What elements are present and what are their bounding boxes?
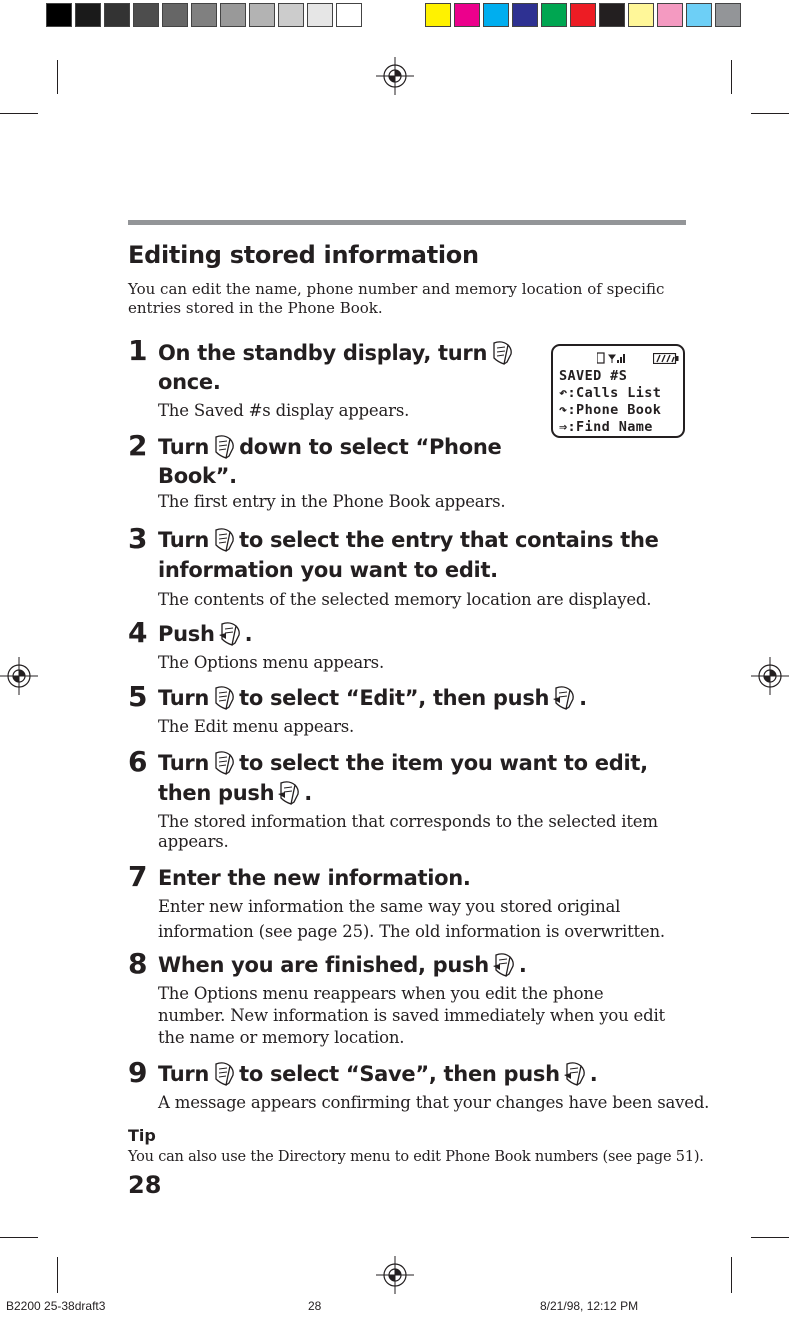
color-swatch: [628, 3, 654, 27]
step-description: Enter new information the same way you stored original: [158, 897, 621, 916]
tip-text: You can also use the Directory menu to edit Phone Book numbers (see page 51).: [128, 1149, 704, 1165]
gray-swatch: [307, 3, 333, 27]
step-instruction: Turn to select the entry that contains the: [158, 528, 659, 552]
color-swatch: [599, 3, 625, 27]
gray-swatch: [75, 3, 101, 27]
footer-page: 28: [308, 1299, 322, 1313]
page-number: 28: [128, 1171, 162, 1199]
step-instruction: Turn down to select “Phone: [158, 435, 502, 459]
gray-swatch: [278, 3, 304, 27]
display-option-calls-list: :Calls List: [567, 385, 662, 401]
jog-dial-turn-icon: [213, 1061, 235, 1087]
gray-swatch: [249, 3, 275, 27]
footer-file-name: B2200 25-38draft3: [6, 1299, 106, 1313]
step-instruction: Push .: [158, 622, 253, 646]
step-number: 3: [128, 522, 148, 555]
step-number: 5: [128, 680, 148, 713]
jog-dial-turn-icon: [213, 434, 235, 460]
crop-mark: [751, 113, 789, 114]
display-title: SAVED #S: [559, 368, 628, 384]
step-instruction: On the standby display, turn: [158, 338, 517, 368]
crop-mark: [731, 60, 732, 94]
color-swatch: [541, 3, 567, 27]
turn-up-icon: ↶: [559, 385, 568, 401]
step-instruction-cont: then push .: [158, 781, 312, 805]
step-description: The Edit menu appears.: [158, 717, 355, 736]
step-description: The Options menu appears.: [158, 653, 384, 672]
step-instruction-cont: once.: [158, 370, 221, 394]
crop-mark: [751, 1237, 789, 1238]
gray-swatch: [46, 3, 72, 27]
section-rule: [128, 220, 686, 225]
step-number: 6: [128, 745, 148, 778]
jog-dial-push-icon: [553, 685, 575, 711]
intro-text: You can edit the name, phone number and memory location of specific entries stored in the Phone Book.: [128, 280, 665, 317]
step-instruction: When you are finished, push .: [158, 953, 527, 977]
step-instruction-cont: Book”.: [158, 464, 237, 488]
jog-dial-turn-icon: [213, 527, 235, 553]
signal-strength-icon: [597, 352, 629, 364]
jog-dial-turn-icon: [491, 340, 513, 366]
step-description: information (see page 25). The old information is overwritten.: [158, 922, 665, 941]
gray-swatch: [336, 3, 362, 27]
crop-mark: [57, 1257, 58, 1293]
registration-mark-icon: [0, 657, 38, 695]
jog-dial-push-icon: [564, 1061, 586, 1087]
jog-dial-turn-icon: [213, 750, 235, 776]
step-description: The contents of the selected memory location are displayed.: [158, 590, 652, 609]
color-swatch: [425, 3, 451, 27]
step-description: The stored information that corresponds to the selected item: [158, 812, 658, 831]
step-description: appears.: [158, 832, 229, 851]
color-swatch: [512, 3, 538, 27]
gray-swatch: [220, 3, 246, 27]
display-option-find-name: :Find Name: [567, 419, 653, 435]
gray-swatch: [162, 3, 188, 27]
gray-swatch: [191, 3, 217, 27]
step-description: number. New information is saved immediately when you edit: [158, 1006, 665, 1025]
step-description: A message appears confirming that your changes have been saved.: [158, 1093, 710, 1112]
color-swatch: [570, 3, 596, 27]
gray-swatch: [104, 3, 130, 27]
step-description: The Options menu reappears when you edit the phone: [158, 984, 604, 1003]
step-number: 2: [128, 429, 148, 462]
registration-mark-icon: [376, 1256, 414, 1294]
crop-mark: [731, 1257, 732, 1293]
step-number: 9: [128, 1056, 148, 1089]
step-description: The Saved #s display appears.: [158, 401, 410, 420]
display-option-phone-book: :Phone Book: [567, 402, 662, 418]
phone-display: [551, 344, 685, 438]
footer-timestamp: 8/21/98, 12:12 PM: [540, 1299, 639, 1313]
jog-dial-push-icon: [278, 780, 300, 806]
battery-icon: [653, 353, 679, 364]
jog-dial-push-icon: [219, 621, 241, 647]
crop-mark: [0, 113, 38, 114]
step-number: 8: [128, 947, 148, 980]
step-number: 7: [128, 860, 148, 893]
crop-mark: [0, 1237, 38, 1238]
step-instruction: Turn to select “Edit”, then push .: [158, 686, 587, 710]
step-instruction: Enter the new information.: [158, 866, 471, 890]
step-number: 4: [128, 616, 148, 649]
step-instruction: Turn to select the item you want to edit,: [158, 751, 648, 775]
gray-swatch: [133, 3, 159, 27]
registration-mark-icon: [376, 57, 414, 95]
push-arrow-icon: ⇒: [559, 419, 568, 435]
step-number: 1: [128, 334, 148, 367]
crop-mark: [57, 60, 58, 94]
color-swatch: [454, 3, 480, 27]
tip-label: Tip: [128, 1126, 156, 1145]
color-swatch: [657, 3, 683, 27]
step-instruction: Turn to select “Save”, then push .: [158, 1062, 598, 1086]
color-swatch: [715, 3, 741, 27]
page-title: Editing stored information: [128, 241, 479, 269]
step-instruction-cont: information you want to edit.: [158, 558, 498, 582]
color-swatch: [686, 3, 712, 27]
step-description: the name or memory location.: [158, 1028, 405, 1047]
registration-mark-icon: [751, 657, 789, 695]
color-swatch: [483, 3, 509, 27]
jog-dial-turn-icon: [213, 685, 235, 711]
step-description: The first entry in the Phone Book appears.: [158, 492, 506, 511]
jog-dial-push-icon: [493, 952, 515, 978]
turn-down-icon: ↷: [559, 402, 568, 418]
